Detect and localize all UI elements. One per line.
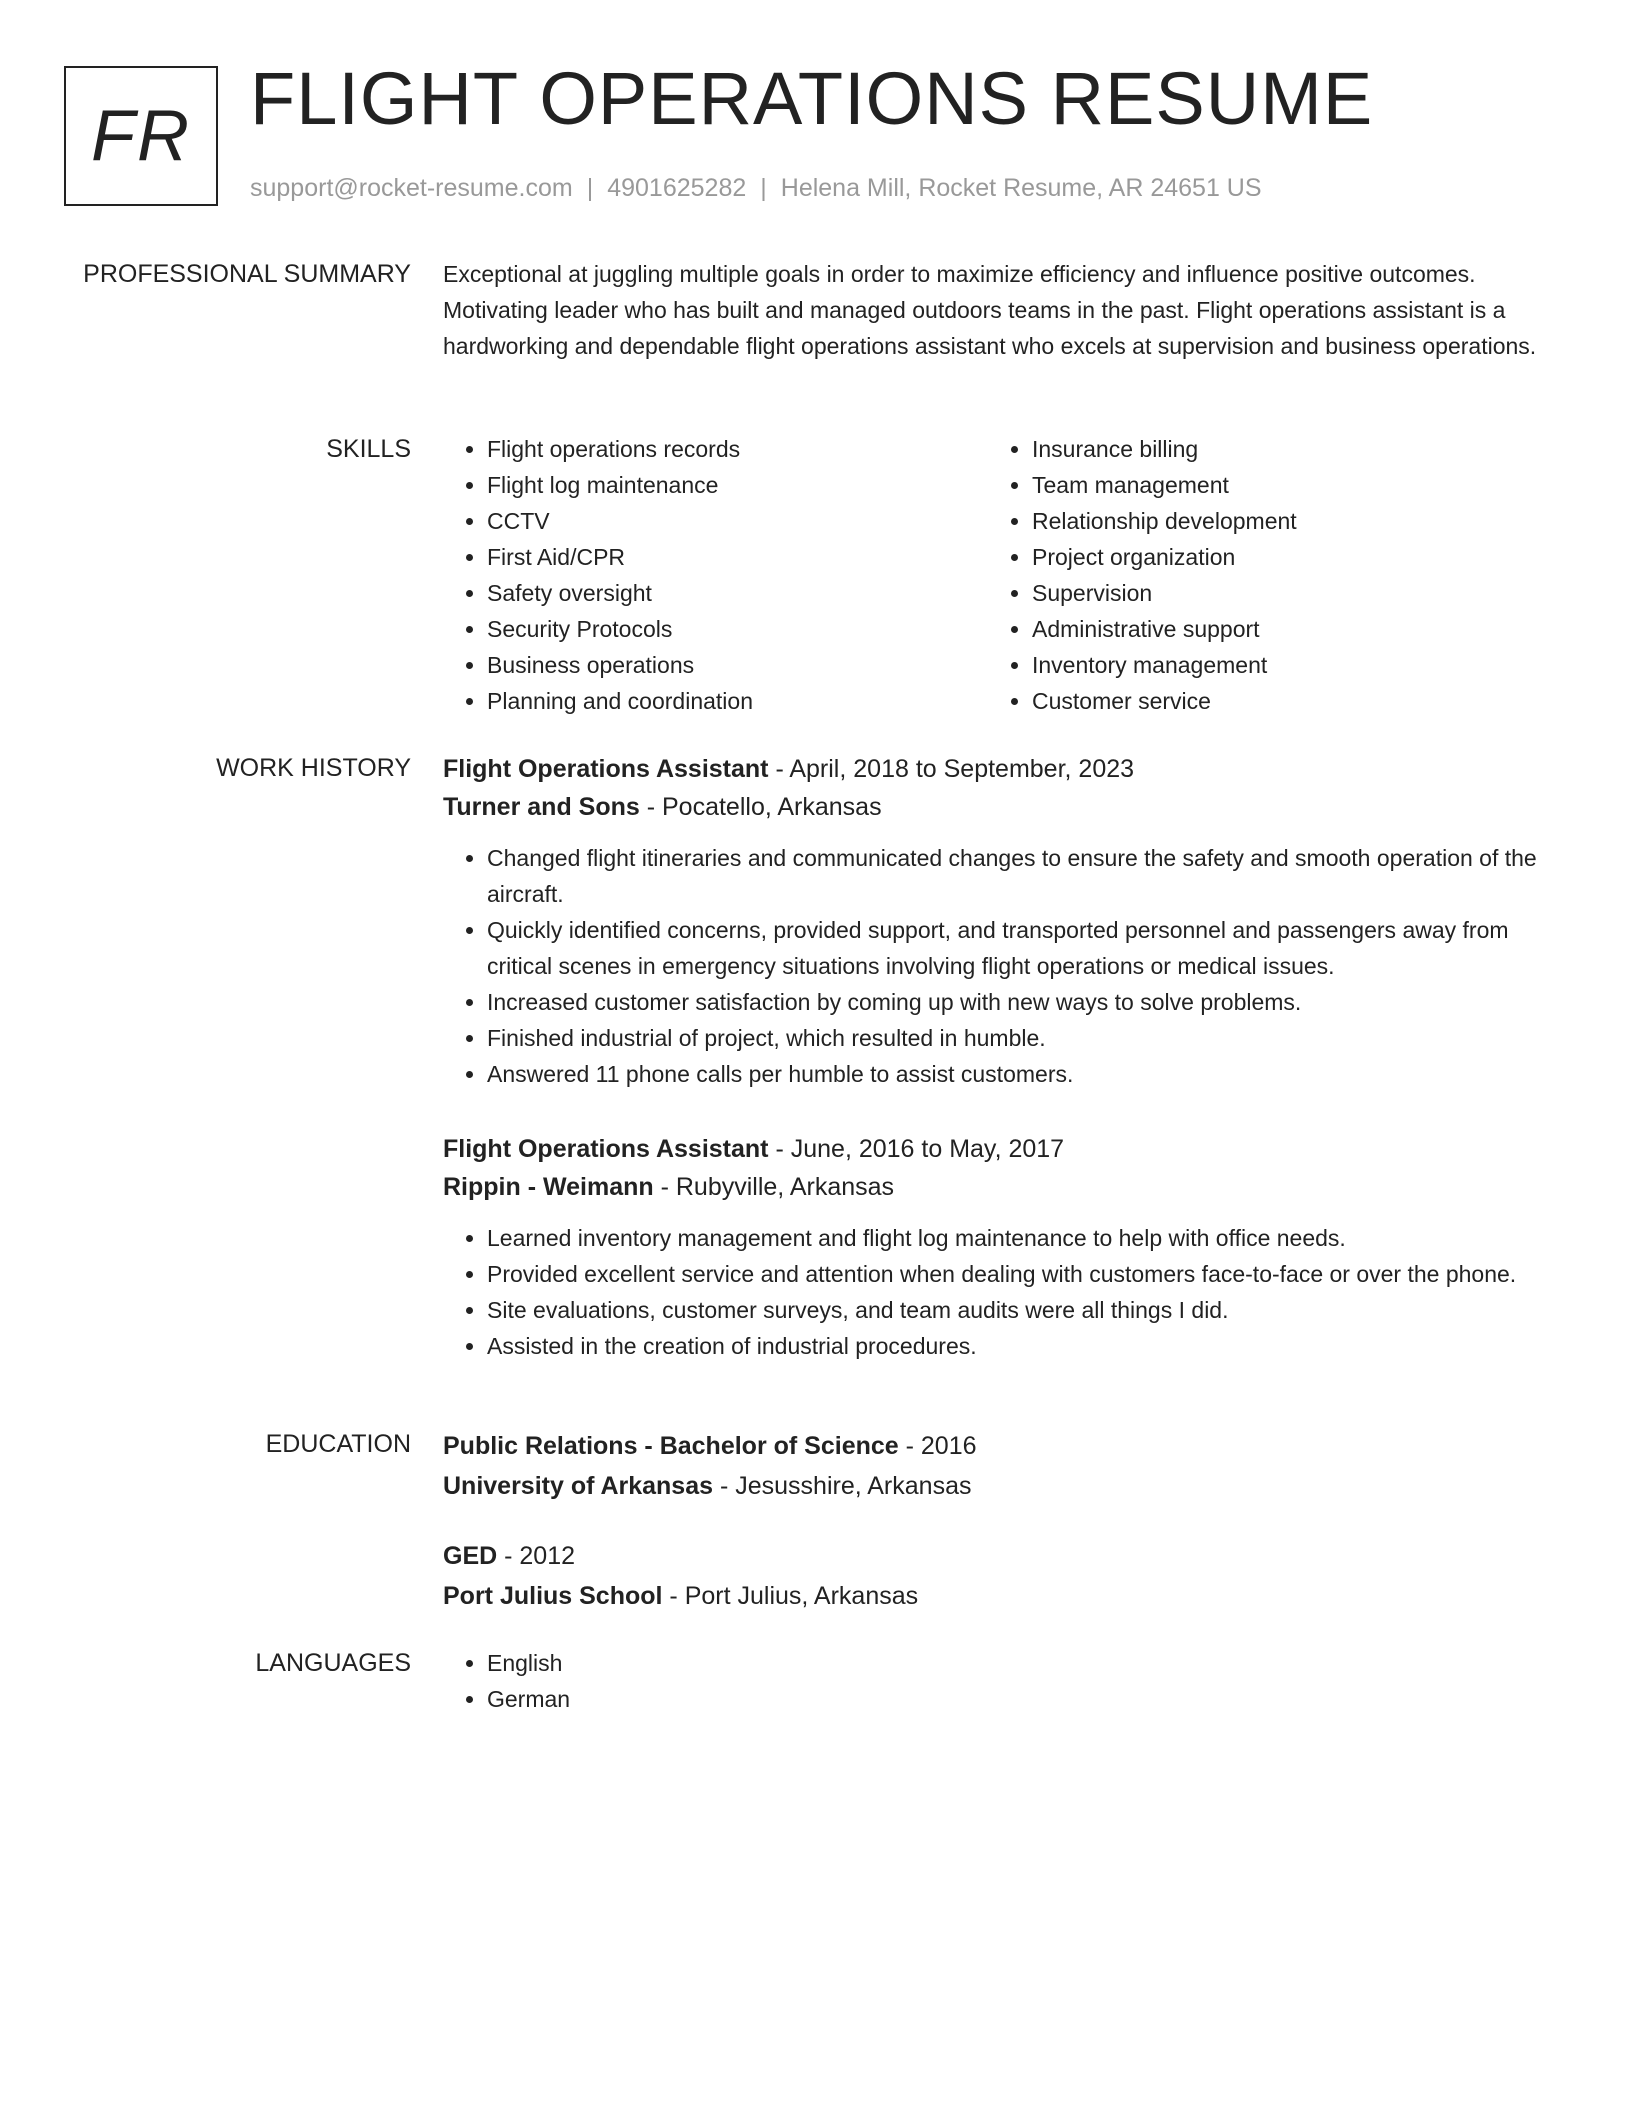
contact-separator: | (586, 174, 594, 202)
job-duty: • Changed flight itineraries and communicated changes to ensure the safety and smooth operation of the aircraft. (487, 840, 1553, 912)
job-duty: • Answered 11 phone calls per humble to assist customers. (487, 1056, 1553, 1092)
contact-email: support@rocket-resume.com (250, 174, 573, 202)
summary-body (443, 256, 1553, 364)
job-company: Turner and Sons (443, 793, 640, 821)
skill-item: • CCTV (487, 503, 988, 539)
page-title: FLIGHT OPERATIONS RESUME (250, 57, 1374, 140)
education-degree: Public Relations - Bachelor of Science (443, 1432, 899, 1460)
education-school-line (443, 1466, 1553, 1506)
contact-info (250, 174, 1262, 203)
education-year: - 2012 (497, 1542, 576, 1570)
skill-item: • Safety oversight (487, 575, 988, 611)
education-location: - Port Julius, Arkansas (662, 1582, 919, 1610)
job-company-line (443, 1168, 1553, 1206)
skill-item: • Administrative support (1032, 611, 1533, 647)
skill-item: • Flight operations records (487, 431, 988, 467)
job-duty: • Assisted in the creation of industrial procedures. (487, 1328, 1553, 1364)
job-duty: • Increased customer satisfaction by coming up with new ways to solve problems. (487, 984, 1553, 1020)
skills-body (443, 431, 1553, 719)
languages-list (443, 1645, 1553, 1717)
job-duty: • Site evaluations, customer surveys, and team audits were all things I did. (487, 1292, 1553, 1328)
job-title: Flight Operations Assistant (443, 755, 769, 783)
job-duties-list (443, 1220, 1553, 1364)
job-duty: • Quickly identified concerns, provided support, and transported personnel and passengers away from critical scenes in emergency situations involving flight operations or medical issues. (487, 912, 1553, 984)
skills-list-left (443, 431, 988, 719)
education-year: - 2016 (898, 1432, 977, 1460)
language-item: • German (487, 1681, 1553, 1717)
summary-text: Exceptional at juggling multiple goals in order to maximize efficiency and influence positive outcomes. Motivating leader who has built and managed outdoors teams in the past. Flight operations assistant is a hardworking and dependable flight operations assistant who excels at supervision and business operations. (443, 261, 1537, 359)
job-duties-list (443, 840, 1553, 1092)
job-location: - Rubyville, Arkansas (653, 1173, 895, 1201)
job-dates: - June, 2016 to May, 2017 (768, 1135, 1065, 1163)
skill-item: • Supervision (1032, 575, 1533, 611)
job-duty: • Provided excellent service and attention when dealing with customers face-to-face or over the phone. (487, 1256, 1553, 1292)
skills-list-right (988, 431, 1533, 719)
contact-phone: 4901625282 (607, 174, 747, 202)
work-history-body (443, 750, 1553, 1402)
education-degree-line (443, 1426, 1553, 1466)
skill-item: • Insurance billing (1032, 431, 1533, 467)
section-label-languages: LANGUAGES (255, 1649, 411, 1677)
education-location: - Jesusshire, Arkansas (713, 1472, 972, 1500)
job-duty: • Finished industrial of project, which resulted in humble. (487, 1020, 1553, 1056)
contact-address: Helena Mill, Rocket Resume, AR 24651 US (780, 174, 1262, 202)
education-school: University of Arkansas (443, 1472, 714, 1500)
section-label-summary: PROFESSIONAL SUMMARY (83, 260, 411, 288)
contact-separator: | (760, 174, 767, 202)
skill-item: • Relationship development (1032, 503, 1533, 539)
section-label-education: EDUCATION (265, 1430, 411, 1458)
job-title-line (443, 750, 1553, 788)
education-entry (443, 1536, 1553, 1616)
skill-item: • Planning and coordination (487, 683, 988, 719)
skill-item: • Security Protocols (487, 611, 988, 647)
job-entry (443, 750, 1553, 1092)
job-company-line (443, 788, 1553, 826)
education-school-line (443, 1576, 1553, 1616)
job-location: - Pocatello, Arkansas (639, 793, 882, 821)
job-entry (443, 1130, 1553, 1364)
skill-item: • Business operations (487, 647, 988, 683)
job-title-line (443, 1130, 1553, 1168)
skill-item: • Inventory management (1032, 647, 1533, 683)
skill-item: • First Aid/CPR (487, 539, 988, 575)
skill-item: • Customer service (1032, 683, 1533, 719)
skill-item: • Team management (1032, 467, 1533, 503)
job-duty: • Learned inventory management and flight log maintenance to help with office needs. (487, 1220, 1553, 1256)
education-entry (443, 1426, 1553, 1506)
monogram-logo: FR (64, 66, 218, 206)
education-degree-line (443, 1536, 1553, 1576)
language-item: • English (487, 1645, 1553, 1681)
job-dates: - April, 2018 to September, 2023 (768, 755, 1135, 783)
skill-item: • Project organization (1032, 539, 1533, 575)
section-label-work: WORK HISTORY (216, 754, 411, 782)
languages-body (443, 1645, 1553, 1717)
section-label-skills: SKILLS (326, 435, 411, 463)
education-school: Port Julius School (443, 1582, 663, 1610)
job-title: Flight Operations Assistant (443, 1135, 769, 1163)
job-company: Rippin - Weimann (443, 1173, 654, 1201)
education-degree: GED (443, 1542, 498, 1570)
education-body (443, 1426, 1553, 1646)
skill-item: • Flight log maintenance (487, 467, 988, 503)
